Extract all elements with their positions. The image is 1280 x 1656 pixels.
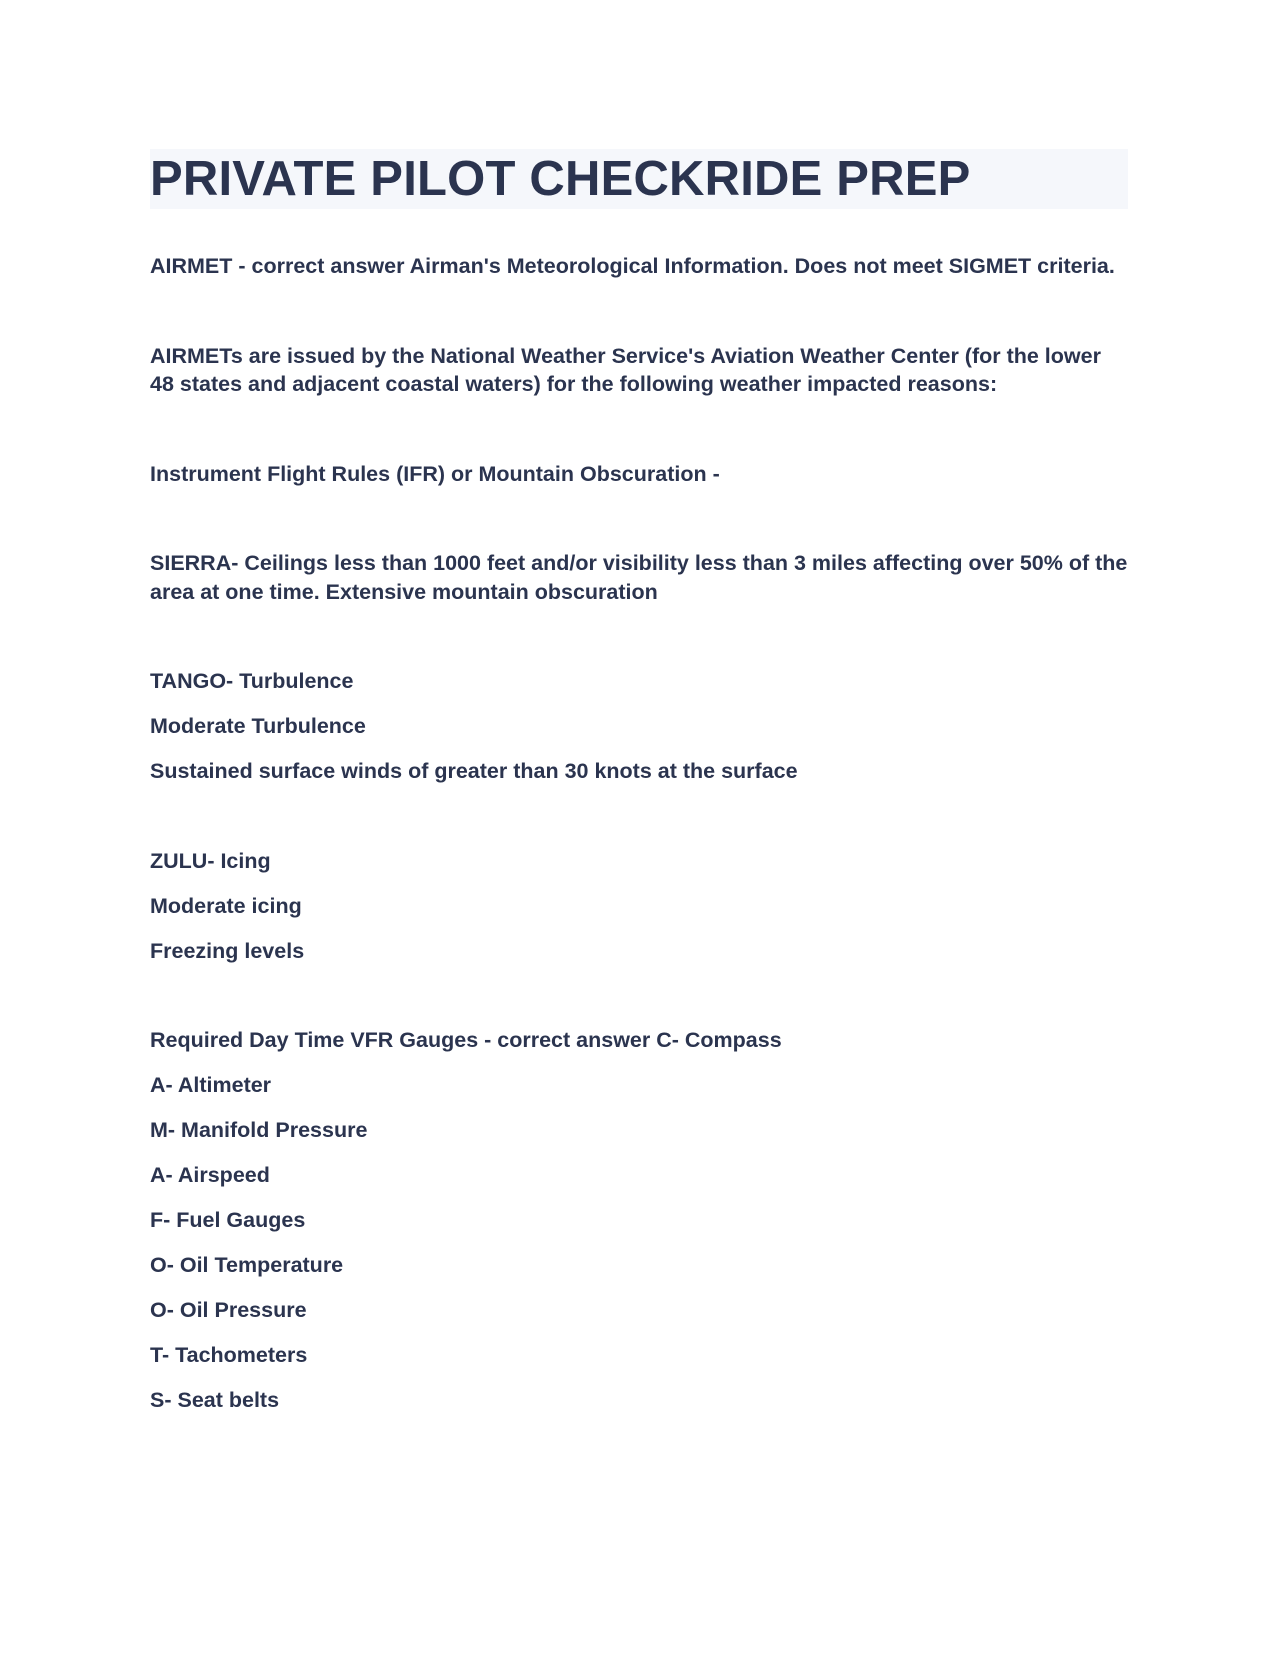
page-title: PRIVATE PILOT CHECKRIDE PREP	[150, 152, 971, 206]
document-page	[150, 149, 1128, 1415]
paragraph-moderate-turbulence: Moderate Turbulence	[150, 714, 366, 738]
paragraph-zulu: ZULU- Icing	[150, 848, 271, 873]
paragraph-freezing-levels: Freezing levels	[150, 938, 305, 963]
paragraph-airmet-issuance: AIRMETs are issued by the National Weather Service's Aviation Weather Center (for the lower 48 states and adjacent coastal waters) for the following weather impacted reasons:	[150, 343, 1101, 396]
document-body	[150, 252, 1128, 1415]
list-item-tachometers: T- Tachometers	[150, 1343, 308, 1367]
list-item-altimeter: A- Altimeter	[150, 1073, 272, 1097]
list-item-oil-temperature: O- Oil Temperature	[150, 1253, 344, 1277]
list-item-fuel-gauges: F- Fuel Gauges	[150, 1208, 306, 1232]
list-item-seat-belts: S- Seat belts	[150, 1388, 280, 1412]
title-band	[150, 149, 1128, 209]
paragraph-airmet-definition: AIRMET - correct answer Airman's Meteorological Information. Does not meet SIGMET criteria.	[150, 254, 1115, 278]
paragraph-vfr-gauges: Required Day Time VFR Gauges - correct answer C- Compass	[150, 1028, 782, 1052]
paragraph-moderate-icing: Moderate icing	[150, 893, 302, 918]
paragraph-tango: TANGO- Turbulence	[150, 669, 354, 693]
paragraph-sierra: SIERRA- Ceilings less than 1000 feet and/or visibility less than 3 miles affecting over 50% of the area at one time. Extensive mountain obscuration	[150, 551, 1128, 604]
list-item-oil-pressure: O- Oil Pressure	[150, 1298, 307, 1322]
list-item-manifold-pressure: M- Manifold Pressure	[150, 1118, 368, 1142]
paragraph-ifr-obscuration: Instrument Flight Rules (IFR) or Mountain Obscuration -	[150, 461, 720, 486]
list-item-airspeed: A- Airspeed	[150, 1163, 270, 1187]
paragraph-surface-winds: Sustained surface winds of greater than 30 knots at the surface	[150, 759, 798, 783]
